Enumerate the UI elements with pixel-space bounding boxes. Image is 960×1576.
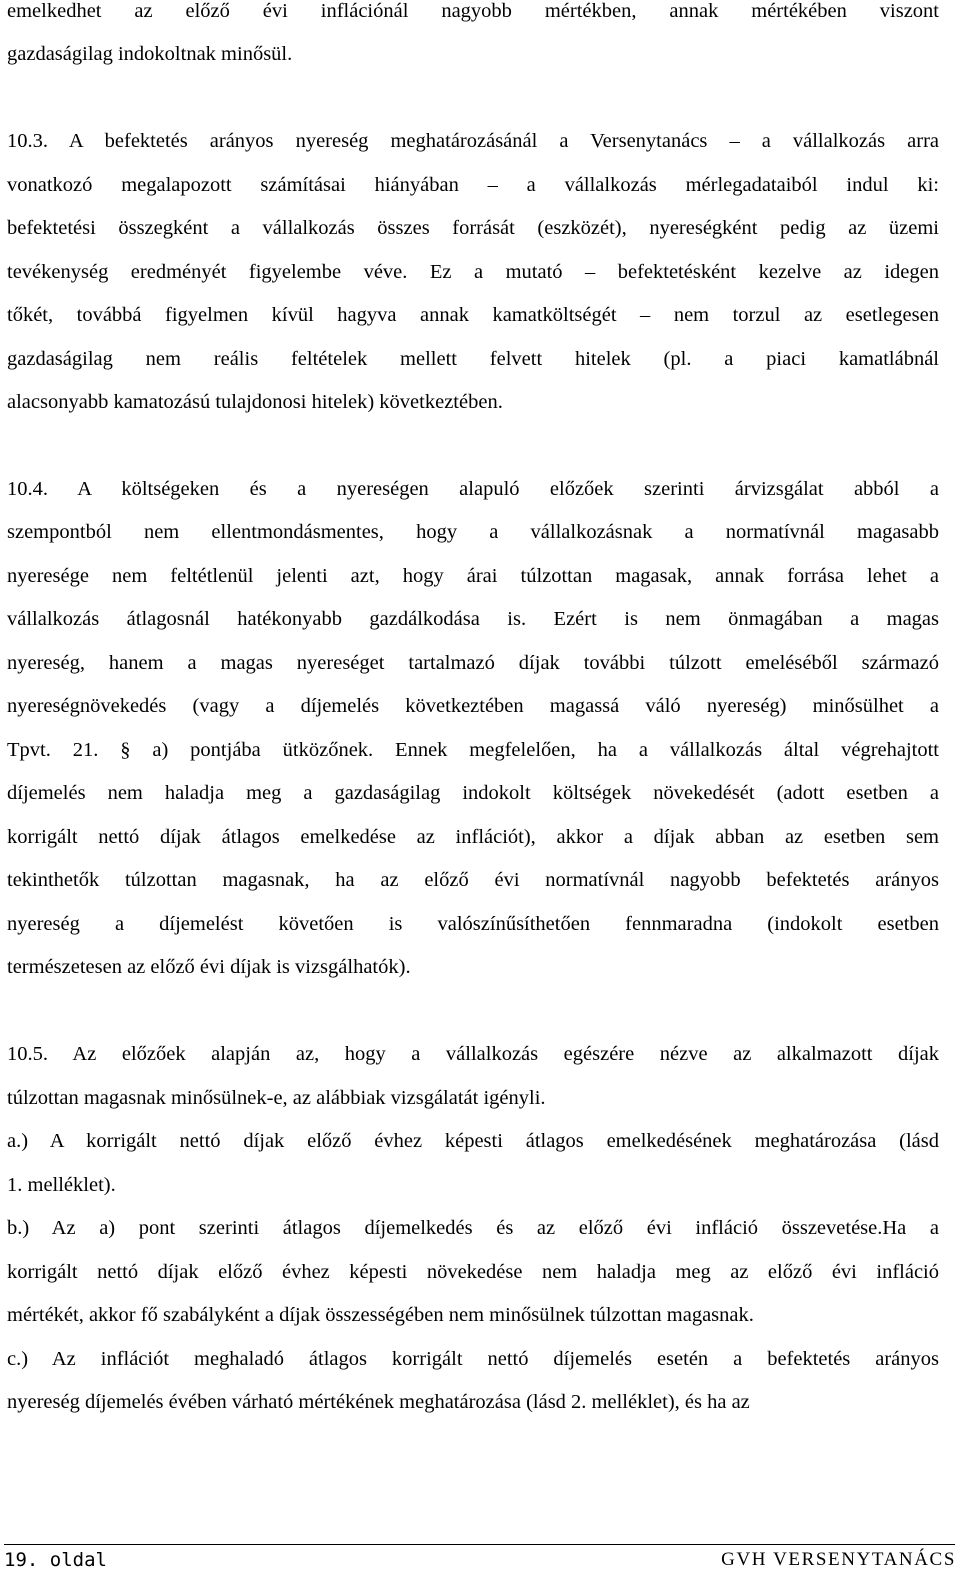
text-line: mértékét, akkor fő szabályként a díjak összességében nem minősülnek túlzottan magasnak. [7,1304,754,1326]
text-line: alacsonyabb kamatozású tulajdonosi hitelek) következtében. [7,391,503,413]
text-line: nyereség a díjemelést követően is valószínűsíthetően fennmaradna (indokolt esetben [7,913,939,935]
text-line: díjemelés nem haladja meg a gazdaságilag indokolt költségek növekedését (adott esetben a [7,782,939,804]
text-line: nyereség, hanem a magas nyereséget tartalmazó díjak további túlzott emeléséből származó [7,652,939,674]
text-line: nyereségnövekedés (vagy a díjemelés következtében magassá váló nyereség) minősülhet a [7,695,939,717]
text-line: túlzottan magasnak minősülnek-e, az alábbiak vizsgálatát igényli. [7,1087,546,1109]
text-line: b.) Az a) pont szerinti átlagos díjemelkedés és az előző évi infláció összevetése.Ha a [7,1217,939,1239]
organization-name: GVH VERSENYTANÁCS [721,1549,956,1570]
text-line: természetesen az előző évi díjak is vizsgálhatók). [7,956,411,978]
text-line: korrigált nettó díjak átlagos emelkedése az inflációt), akkor a díjak abban az esetben sem [7,826,939,848]
text-line: gazdaságilag indokoltnak minősül. [7,43,293,65]
text-line: 10.5. Az előzőek alapján az, hogy a vállalkozás egészére nézve az alkalmazott díjak [7,1043,939,1065]
text-line: tekinthetők túlzottan magasnak, ha az előző évi normatívnál nagyobb befektetés arányos [7,869,939,891]
text-line: tevékenység eredményét figyelembe véve. Ez a mutató – befektetésként kezelve az idegen [7,261,939,283]
text-line: vállalkozás átlagosnál hatékonyabb gazdálkodása is. Ezért is nem önmagában a magas [7,608,939,630]
text-line: Tpvt. 21. § a) pontjába ütközőnek. Ennek megfelelően, ha a vállalkozás által végrehajtott [7,739,939,761]
text-line: 1. melléklet). [7,1174,116,1196]
text-line: emelkedhet az előző évi inflációnál nagyobb mértékben, annak mértékében viszont [7,0,939,22]
text-line: nyereség díjemelés évében várható mértékének meghatározása (lásd 2. melléklet), és ha az [7,1391,750,1413]
text-line: a.) A korrigált nettó díjak előző évhez képesti átlagos emelkedésének meghatározása (lásd [7,1130,939,1152]
text-line: gazdaságilag nem reális feltételek mellett felvett hitelek (pl. a piaci kamatlábnál [7,348,939,370]
text-line: korrigált nettó díjak előző évhez képesti növekedése nem haladja meg az előző évi infláció [7,1261,939,1283]
text-line: tőkét, továbbá figyelmen kívül hagyva annak kamatköltségét – nem torzul az esetlegesen [7,304,939,326]
text-line: 10.3. A befektetés arányos nyereség meghatározásánál a Versenytanács – a vállalkozás arra [7,130,939,152]
footer-divider [4,1544,955,1545]
text-line: befektetési összegként a vállalkozás összes forrását (eszközét), nyereségként pedig az üzemi [7,217,939,239]
page-number: 19. oldal [4,1549,107,1571]
text-line: nyeresége nem feltétlenül jelenti azt, hogy árai túlzottan magasak, annak forrása lehet a [7,565,939,587]
text-line: vonatkozó megalapozott számításai hiányában – a vállalkozás mérlegadataiból indul ki: [7,174,939,196]
text-line: szempontból nem ellentmondásmentes, hogy a vállalkozásnak a normatívnál magasabb [7,521,939,543]
text-line: c.) Az inflációt meghaladó átlagos korrigált nettó díjemelés esetén a befektetés arányos [7,1348,939,1370]
text-line: 10.4. A költségeken és a nyereségen alapuló előzőek szerinti árvizsgálat abból a [7,478,939,500]
